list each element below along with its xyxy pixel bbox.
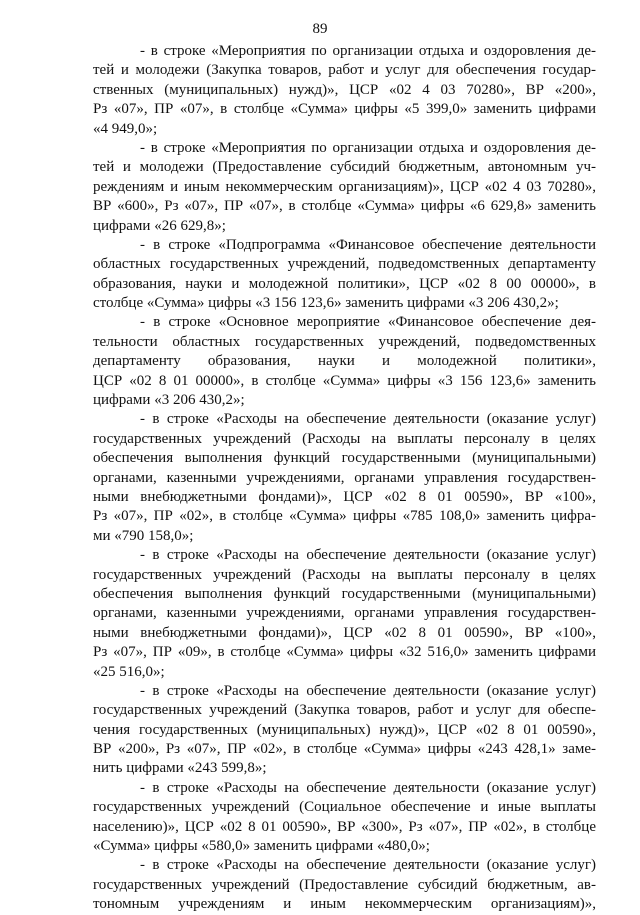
- text-line: Рз «07», ПР «02», в столбце «Сумма» цифры «785 108,0» заменить цифра-: [93, 508, 596, 525]
- text-line: - в строке «Основное мероприятие «Финансовое обеспечение дея-: [140, 314, 596, 331]
- text-line: цифрами «26 629,8»;: [93, 217, 226, 234]
- page-number: 89: [312, 21, 328, 37]
- text-line: населению)», ЦСР «02 8 01 00590», ВР «300», Рз «07», ПР «02», в столбце: [93, 818, 596, 835]
- text-line: ственных (муниципальных) нужд)», ЦСР «02 4 03 70280», ВР «200»,: [93, 81, 596, 98]
- text-line: органами, казенными учреждениями, органами управления государствен-: [93, 605, 596, 622]
- text-line: обеспечения выполнения функций государственными (муниципальными): [93, 585, 596, 602]
- text-line: обеспечения выполнения функций государственными (муниципальными): [93, 450, 596, 467]
- text-line: - в строке «Расходы на обеспечение деятельности (оказание услуг): [140, 547, 596, 564]
- text-line: областных государственных учреждений, подведомственных департаменту: [93, 256, 596, 273]
- text-line: «4 949,0»;: [93, 120, 158, 137]
- text-line: Рз «07», ПР «09», в столбце «Сумма» цифры «32 516,0» заменить цифрами: [93, 644, 596, 661]
- text-line: - в строке «Расходы на обеспечение деятельности (оказание услуг): [140, 682, 596, 699]
- text-line: Рз «07», ПР «07», в столбце «Сумма» цифры «5 399,0» заменить цифрами: [93, 101, 596, 118]
- text-line: нить цифрами «243 599,8»;: [93, 760, 267, 777]
- text-line: столбце «Сумма» цифры «3 156 123,6» заменить цифрами «3 206 430,2»;: [93, 295, 559, 312]
- text-line: - в строке «Расходы на обеспечение деятельности (оказание услуг): [140, 779, 596, 796]
- text-line: ЦСР «02 8 01 00000», в столбце «Сумма» цифры «3 156 123,6» заменить: [93, 372, 596, 389]
- text-line: реждениям и иным некоммерческим организациям)», ЦСР «02 4 03 70280»,: [93, 178, 596, 195]
- text-line: департаменту образования, науки и молодежной политики»,: [93, 353, 596, 370]
- text-line: ными внебюджетными фондами)», ЦСР «02 8 01 00590», ВР «100»,: [93, 488, 596, 505]
- text-line: ВР «200», Рз «07», ПР «02», в столбце «Сумма» цифры «243 428,1» заме-: [93, 741, 596, 758]
- text-line: - в строке «Мероприятия по организации отдыха и оздоровления де-: [140, 139, 596, 156]
- text-line: государственных учреждений (Закупка товаров, работ и услуг для обеспе-: [93, 702, 596, 719]
- text-line: государственных учреждений (Расходы на выплаты персоналу в целях: [93, 566, 596, 583]
- text-line: ми «790 158,0»;: [93, 527, 194, 544]
- text-line: ными внебюджетными фондами)», ЦСР «02 8 01 00590», ВР «100»,: [93, 624, 596, 641]
- text-line: тельности областных государственных учреждений, подведомственных: [93, 333, 596, 350]
- text-line: государственных учреждений (Предоставление субсидий бюджетным, ав-: [93, 876, 596, 893]
- text-line: государственных учреждений (Социальное обеспечение и иные выплаты: [93, 799, 596, 816]
- text-line: - в строке «Подпрограмма «Финансовое обеспечение деятельности: [140, 236, 596, 253]
- text-line: тей и молодежи (Предоставление субсидий бюджетным, автономным уч-: [93, 159, 596, 176]
- text-line: чения государственных (муниципальных) нужд)», ЦСР «02 8 01 00590»,: [93, 721, 596, 738]
- text-line: тей и молодежи (Закупка товаров, работ и услуг для обеспечения государ-: [93, 62, 596, 79]
- text-line: тономным учреждениям и иным некоммерческим организациям)»,: [93, 896, 596, 913]
- text-line: ВР «600», Рз «07», ПР «07», в столбце «Сумма» цифры «6 629,8» заменить: [93, 198, 596, 215]
- text-line: органами, казенными учреждениями, органами управления государствен-: [93, 469, 596, 486]
- text-line: образования, науки и молодежной политики», ЦСР «02 8 00 00000», в: [93, 275, 596, 292]
- text-line: цифрами «3 206 430,2»;: [93, 392, 245, 409]
- text-line: - в строке «Мероприятия по организации отдыха и оздоровления де-: [140, 43, 596, 59]
- text-line: государственных учреждений (Расходы на выплаты персоналу в целях: [93, 430, 596, 447]
- document-body: [93, 42, 596, 915]
- text-line: «Сумма» цифры «580,0» заменить цифрами «480,0»;: [93, 838, 430, 855]
- text-line: - в строке «Расходы на обеспечение деятельности (оказание услуг): [140, 857, 596, 874]
- text-line: - в строке «Расходы на обеспечение деятельности (оказание услуг): [140, 411, 596, 428]
- text-line: «25 516,0»;: [93, 663, 165, 680]
